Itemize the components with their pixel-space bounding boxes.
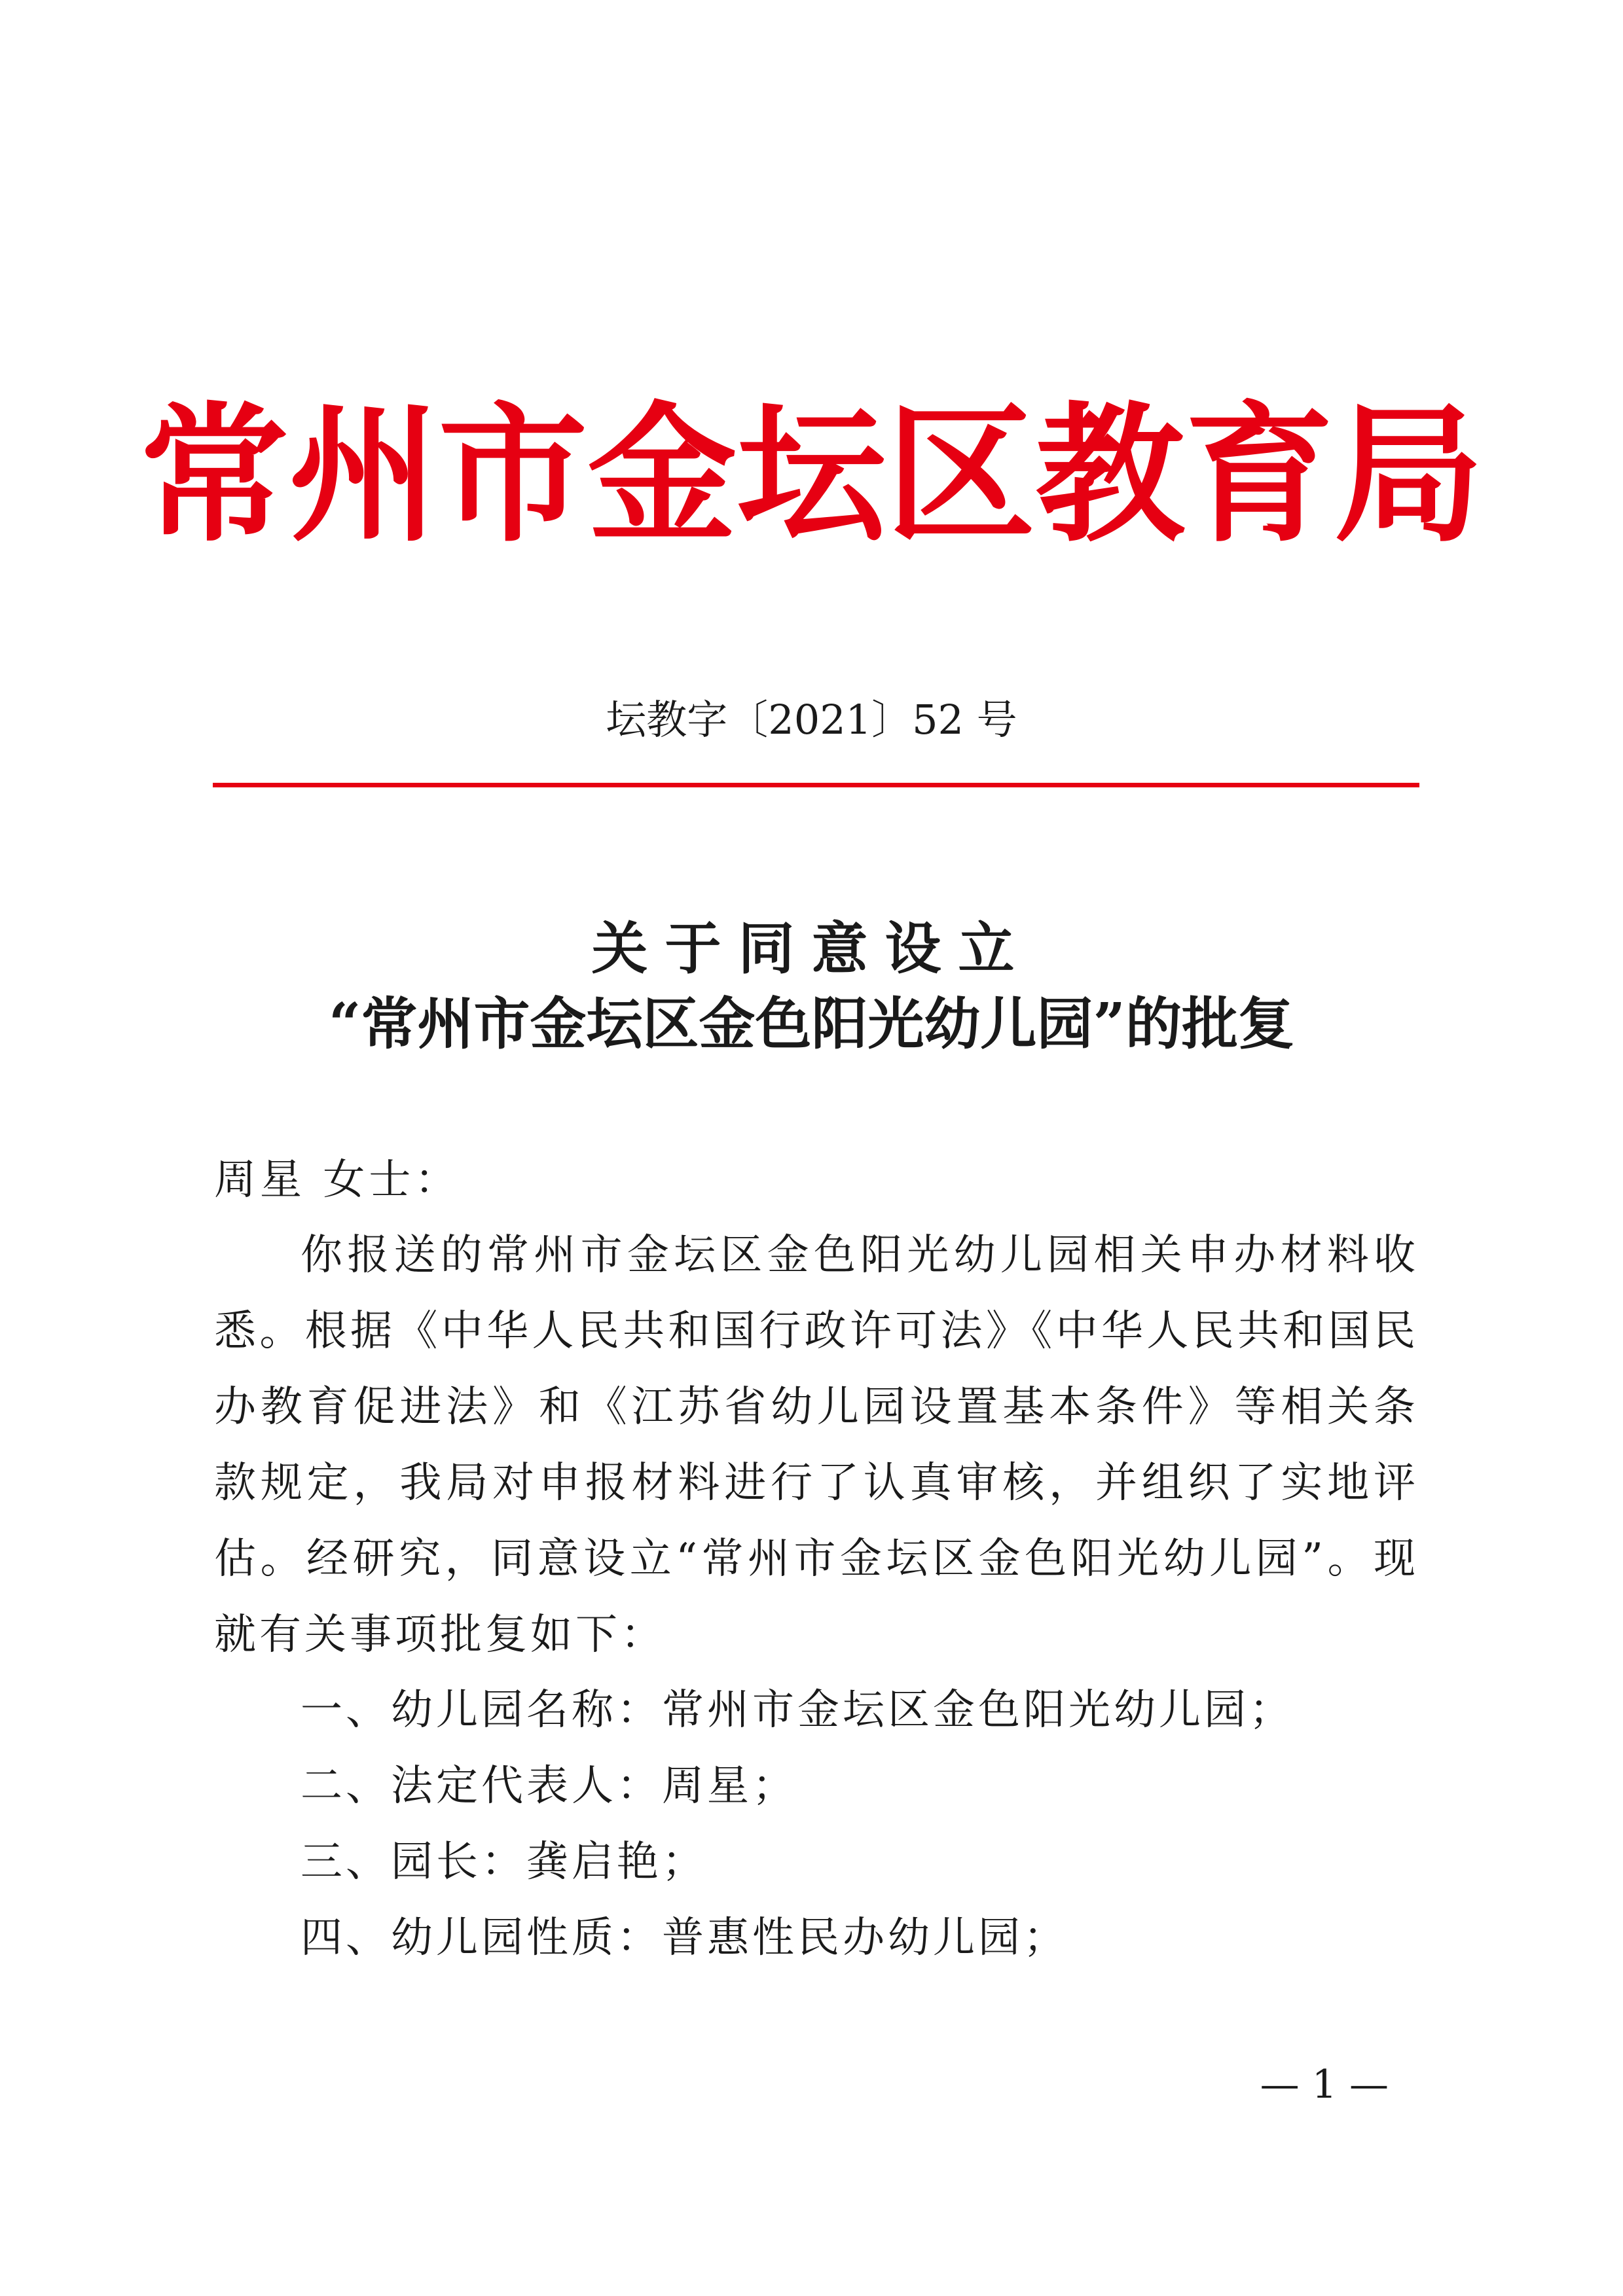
red-separator-line xyxy=(213,783,1419,787)
issuing-authority-header: 常州市金坛区教育局 xyxy=(139,387,1484,562)
list-item: 三、园长：龚启艳； xyxy=(301,1838,707,1886)
list-item: 二、法定代表人：周星； xyxy=(301,1762,797,1810)
body-paragraph: 你报送的常州市金坛区金色阳光幼儿园相关申办材料收悉。根据《中华人民共和国行政许可法》《中华人民共和国民办教育促进法》和《江苏省幼儿园设置基本条件》等相关条款规定，我局对申报材料进行了认真审核，并组织了实地评估。经研究，同意设立“常州市金坛区金色阳光幼儿园”。现就有关事项批复如下： xyxy=(214,1231,1419,1659)
approval-items-list xyxy=(214,1672,1419,1976)
page-number: — 1 — xyxy=(1260,2062,1389,2108)
list-item: 一、幼儿园名称：常州市金坛区金色阳光幼儿园； xyxy=(301,1686,1294,1734)
document-title-line-2: “常州市金坛区金色阳光幼儿园”的批复 xyxy=(329,991,1294,1057)
document-title-line-1: 关于同意设立 xyxy=(591,916,1032,982)
list-item: 四、幼儿园性质：普惠性民办幼儿园； xyxy=(301,1914,1068,1962)
salutation: 周星 女士： xyxy=(214,1156,461,1204)
document-number: 坛教字〔2021〕52 号 xyxy=(606,696,1017,744)
